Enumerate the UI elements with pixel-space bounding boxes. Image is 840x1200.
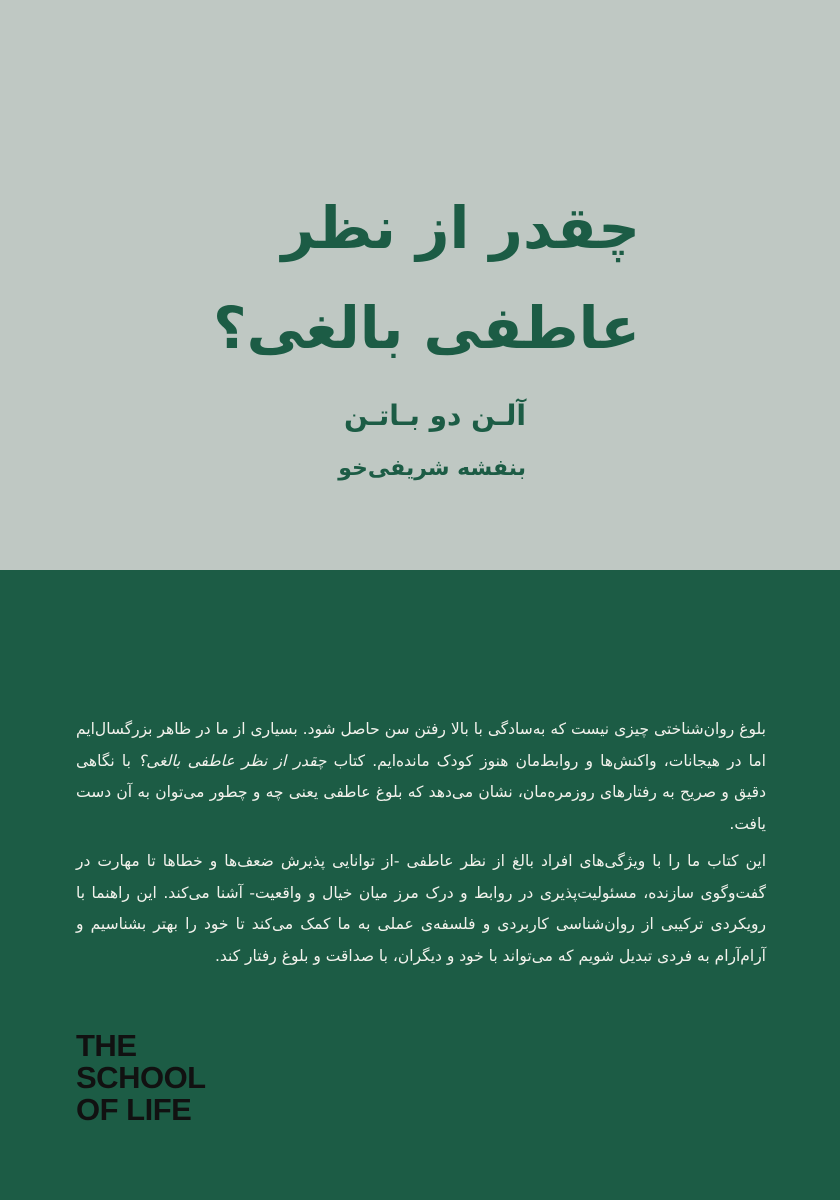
translator-name: بنفشه شریفی‌خو [338, 456, 526, 481]
author-name: آلـن دو بـاتـن [343, 399, 526, 432]
blurb-p1-after: با نگاهی دقیق و صریح به رفتارهای روزمره‌مان، نشان می‌دهد که بلوغ عاطفی یعنی چه و چطور می‌توان به آن دست یافت. [76, 751, 766, 833]
logo-line-3: OF LIFE [76, 1092, 192, 1127]
blurb-paragraph-1 [76, 714, 766, 840]
blurb-paragraph-2: این کتاب ما را با ویژگی‌های افراد بالغ از نظر عاطفی -از توانایی پذیرش ضعف‌ها و خطاها تا مهارت در گفت‌وگوی سازنده، مسئولیت‌پذیری در روابط و درک مرز میان خیال و واقعیت- آشنا می‌کند. این راهنما با رویکردی ترکیبی از روان‌شناسی کاربردی و فلسفه‌ی عملی به ما کمک می‌کند تا خود را بهتر بشناسیم و آرام‌آرام به فردی تبدیل شویم که می‌تواند با خود و دیگران، با صداقت و بلوغ رفتار کند. [76, 852, 766, 965]
book-title-line-1: چقدر از نظر [281, 194, 640, 262]
blurb-p1-before: بلوغ روان‌شناختی چیزی نیست که به‌سادگی با بالا رفتن سن حاصل شود. بسیاری از ما در ظاهر بزرگسال‌ایم اما در هیجانات، واکنش‌ها و روابط‌مان هنوز کودک مانده‌ایم. کتاب [76, 720, 766, 770]
school-of-life-logo [76, 1030, 206, 1126]
back-blurb [76, 714, 766, 978]
logo-line-1: THE [76, 1028, 137, 1063]
book-title-line-2: عاطفی بالغی؟ [212, 294, 640, 362]
book-title [180, 178, 640, 378]
blurb-book-title: چقدر از نظر عاطفی بالغی؟ [138, 751, 327, 770]
logo-line-2: SCHOOL [76, 1060, 206, 1095]
